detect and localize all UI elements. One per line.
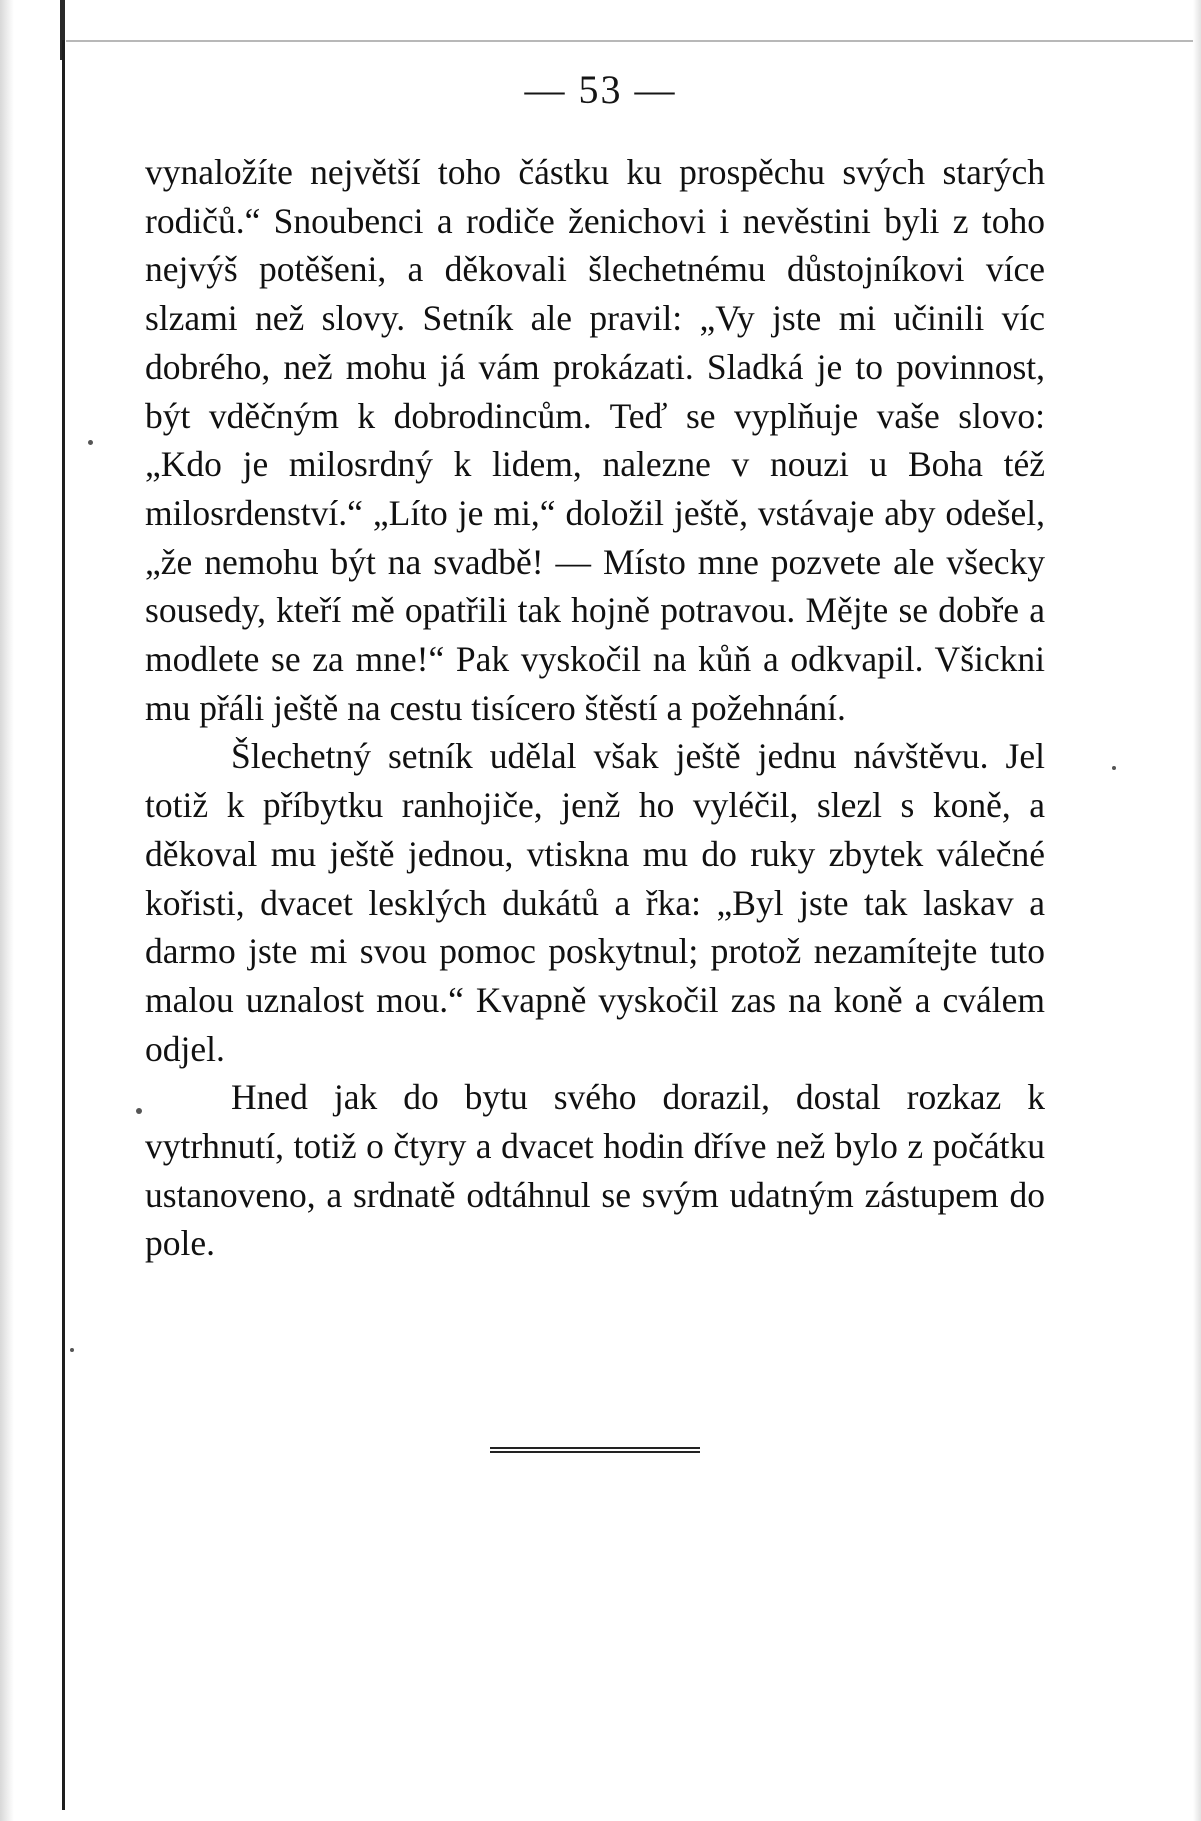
body-text [145,148,1045,1268]
print-speck [88,440,93,445]
binding-edge-line [62,40,65,1810]
paragraph: vynaložíte největší toho částku ku prospěchu svých starých rodičů.“ Snoubenci a rodiče ženichovi i nevěstini byli z toho nejvýš potěšeni, a děkovali šlechetnému důstojníkovi více slzami než slovy. Setník ale pravil: „Vy jste mi učinili víc dobrého, než mohu já vám prokázati. Sladká je to povinnost, být vděčným k dobrodincům. Teď se vyplňuje vaše slovo: „Kdo je milosrdný k lidem, nalezne v nouzi u Boha též milosrdenství.“ „Líto je mi,“ doložil ještě, vstávaje aby odešel, „že nemohu být na svadbě! — Místo mne pozvete ale všecky sousedy, kteří mě opatřili tak hojně potravou. Mějte se dobře a modlete se za mne!“ Pak vyskočil na kůň a odkvapil. Všickni mu přáli ještě na cestu tisícero štěstí a požehnání. [145,152,1045,728]
paragraph: Hned jak do bytu svého dorazil, dostal rozkaz k vytrhnutí, totiž o čtyry a dvacet hodin dříve než bylo z počátku ustanoveno, a srdnatě odtáhnul se svým udatným zástupem do pole. [145,1077,1045,1264]
page-number: — 53 — [524,67,677,112]
section-end-rule [490,1447,700,1453]
print-speck [1112,766,1116,770]
page-right-edge [1193,0,1201,1821]
print-speck [136,1108,142,1114]
print-speck [70,1348,74,1352]
page-top-edge [66,40,1201,42]
page-gutter-shadow [0,0,14,1821]
paragraph: Šlechetný setník udělal však ještě jednu návštěvu. Jel totiž k příbytku ranhojiče, jenž ho vyléčil, slezl s koně, a děkoval mu ještě jednou, vtiskna mu do ruky zbytek válečné kořisti, dvacet lesklých dukátů a řka: „Byl jste tak laskav a darmo jste mi svou pomoc poskytnul; protož nezamítejte tuto malou uznalost mou.“ Kvapně vyskočil zas na koně a cválem odjel. [145,736,1045,1069]
